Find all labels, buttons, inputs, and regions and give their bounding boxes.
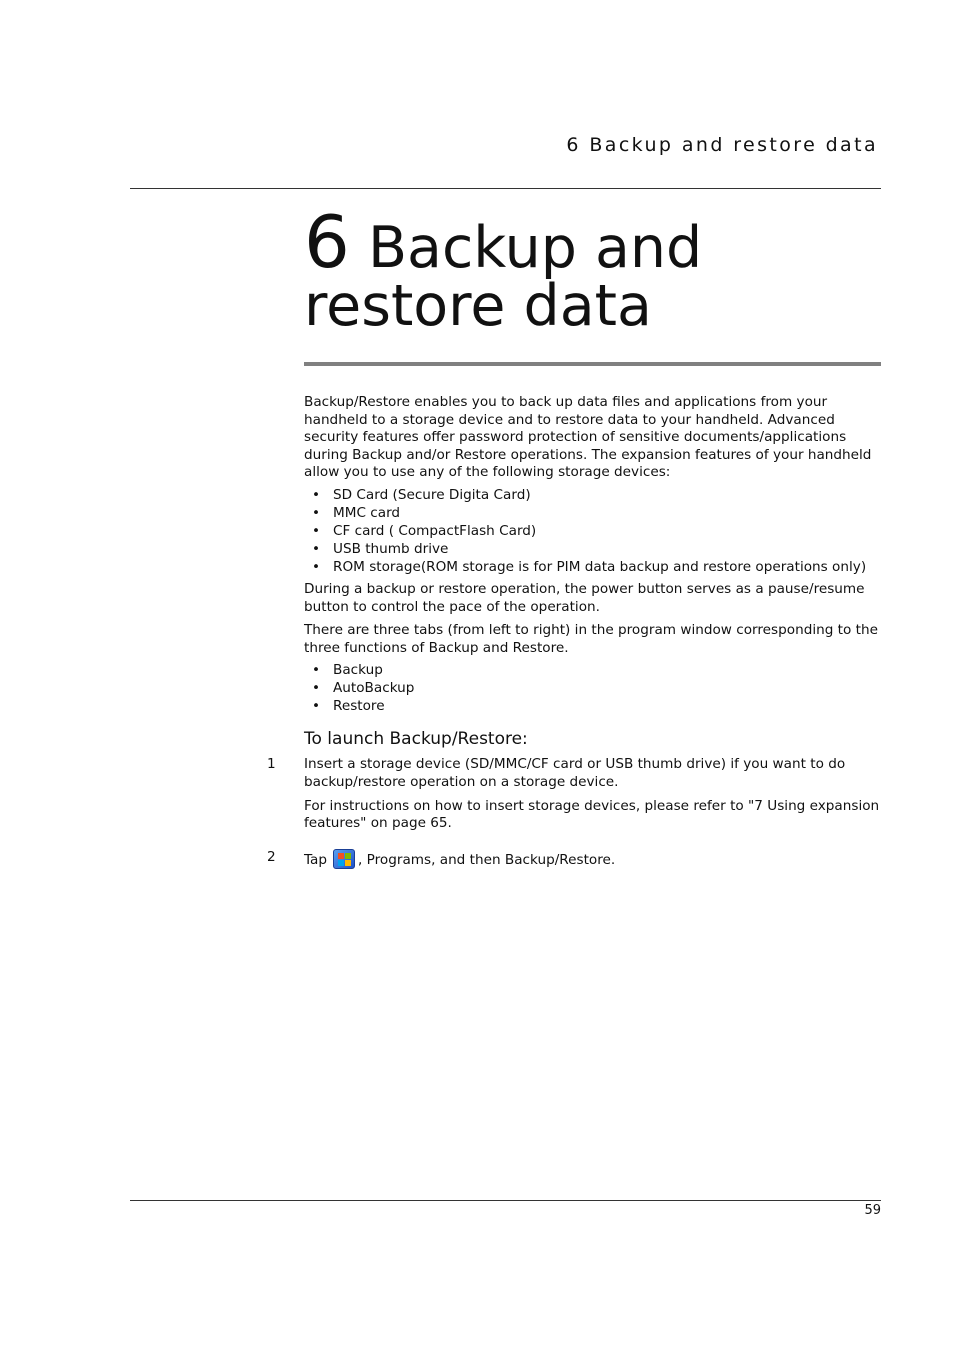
list-item: • MMC card [312, 504, 401, 521]
title-divider [304, 362, 881, 366]
tab-list [304, 663, 881, 714]
power-button-paragraph: During a backup or restore operation, the power button serves as a pause/resume button to control the pace of the operation. [304, 580, 865, 615]
page-number: 59 [864, 1203, 881, 1218]
list-item: • Backup [312, 662, 383, 679]
list-item: • SD Card (Secure Digita Card) [312, 486, 531, 503]
chapter-title-line1: Backup and [367, 215, 703, 281]
bullet-icon: • [312, 540, 321, 557]
running-header: 6 Backup and restore data [566, 134, 878, 156]
header-divider [130, 188, 881, 189]
step-number: 1 [267, 756, 276, 773]
bullet-icon: • [312, 680, 321, 697]
step-1 [267, 756, 881, 832]
tabs-paragraph: There are three tabs (from left to right) in the program window corresponding to the three functions of Backup and Restore. [304, 622, 878, 656]
list-item: • AutoBackup [312, 680, 415, 697]
step-2 [267, 848, 881, 870]
windows-start-icon [333, 849, 355, 869]
bullet-icon: • [312, 486, 321, 503]
bullet-icon: • [312, 698, 321, 715]
step-number: 2 [267, 848, 276, 865]
chapter-title-line2: restore data [304, 273, 652, 339]
step-text: Tap , Programs, and then Backup/Restore. [304, 849, 881, 870]
chapter-number: 6 [304, 200, 350, 284]
bullet-icon: • [312, 504, 321, 521]
bullet-icon: • [312, 558, 321, 575]
list-item: • Restore [312, 698, 385, 715]
launch-heading: To launch Backup/Restore: [304, 729, 528, 750]
bullet-icon: • [312, 522, 321, 539]
storage-device-list [304, 488, 881, 575]
list-item: • ROM storage(ROM storage is for PIM data backup and restore operations only) [312, 558, 867, 575]
bullet-icon: • [312, 662, 321, 679]
list-item: • USB thumb drive [312, 540, 449, 557]
list-item: • CF card ( CompactFlash Card) [312, 522, 537, 539]
footer-divider [130, 1200, 881, 1201]
step-text: Insert a storage device (SD/MMC/CF card or USB thumb drive) if you want to do backup/restore operation on a storage device. [304, 756, 846, 790]
intro-paragraph: Backup/Restore enables you to back up data files and applications from your handheld to a storage device and to restore data to your handheld. Advanced security features offer password protection of sensitive documents/applications during Backup and/or Restore operations. The expansion features of your handheld allow you to use any of the following storage devices: [304, 394, 872, 481]
chapter-body [267, 394, 881, 876]
step-note: For instructions on how to insert storage devices, please refer to "7 Using expansion features" on page 65. [304, 797, 880, 832]
chapter-title [304, 200, 881, 339]
